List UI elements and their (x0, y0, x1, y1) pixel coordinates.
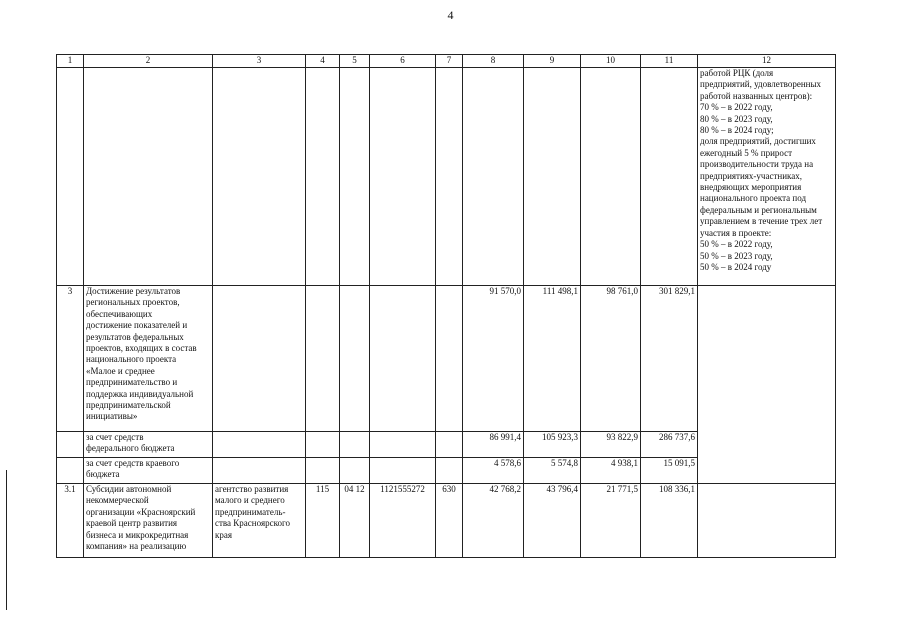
value-2023: 5 574,8 (524, 458, 581, 484)
row-number: 3.1 (57, 484, 84, 558)
value-2024: 93 822,9 (581, 432, 641, 458)
table-row-3-1 (57, 484, 836, 558)
value-total: 15 091,5 (641, 458, 698, 484)
measure-name: Субсидии автономной некоммерческой организации «Красноярский краевой центр развития бизнеса и микрокредитная компания» на реализацию (84, 484, 213, 558)
value-2023: 111 498,1 (524, 286, 581, 432)
margin-line (6, 470, 7, 610)
executor: агентство развития малого и среднего предприниматель- ства Красноярского края (213, 484, 306, 558)
code-gрbs: 115 (306, 484, 340, 558)
value-total: 108 336,1 (641, 484, 698, 558)
value-total: 286 737,6 (641, 432, 698, 458)
header-cell: 12 (698, 55, 836, 68)
value-2022: 42 768,2 (463, 484, 524, 558)
header-cell: 10 (581, 55, 641, 68)
header-cell: 11 (641, 55, 698, 68)
value-2022: 91 570,0 (463, 286, 524, 432)
value-2024: 21 771,5 (581, 484, 641, 558)
header-cell: 3 (213, 55, 306, 68)
code-section: 04 12 (340, 484, 370, 558)
table-row-continuation (57, 68, 836, 286)
header-cell: 2 (84, 55, 213, 68)
value-total: 301 829,1 (641, 286, 698, 432)
value-2023: 105 923,3 (524, 432, 581, 458)
code-target: 1121555272 (370, 484, 436, 558)
header-cell: 6 (370, 55, 436, 68)
value-2022: 86 991,4 (463, 432, 524, 458)
header-cell: 5 (340, 55, 370, 68)
header-cell: 7 (436, 55, 463, 68)
funding-source: за счет средств федерального бюджета (84, 432, 213, 458)
page-number: 4 (447, 8, 454, 22)
value-2022: 4 578,6 (463, 458, 524, 484)
funding-source: за счет средств краевого бюджета (84, 458, 213, 484)
header-cell: 1 (57, 55, 84, 68)
indicators-cell: работой РЦК (доля предприятий, удовлетворенных работой названных центров): 70 % – в 2022 году, 80 % – в 2023 году, 80 % – в 2024 году; доля предприятий, достигших ежегодный 5 % прирост производительности труда на предприятиях-участниках, внедряющих мероприятия национального проекта под федеральным и региональным управлением в течение трех лет участия в проекте: 50 % – в 2022 году, 50 % – в 2023 году, 50 % – в 2024 году (698, 68, 836, 286)
measure-name: Достижение результатов региональных проектов, обеспечивающих достижение показателей и результатов федеральных проектов, входящих в состав национального проекта «Малое и среднее предпринимательство и поддержка индивидуальной предпринимательской инициативы» (84, 286, 213, 432)
code-expense: 630 (436, 484, 463, 558)
value-2024: 98 761,0 (581, 286, 641, 432)
table-row-3 (57, 286, 836, 432)
header-cell: 8 (463, 55, 524, 68)
value-2024: 4 938,1 (581, 458, 641, 484)
header-cell: 9 (524, 55, 581, 68)
header-cell: 4 (306, 55, 340, 68)
value-2023: 43 796,4 (524, 484, 581, 558)
header-row (57, 55, 836, 68)
budget-table (56, 54, 836, 558)
row-number: 3 (57, 286, 84, 432)
